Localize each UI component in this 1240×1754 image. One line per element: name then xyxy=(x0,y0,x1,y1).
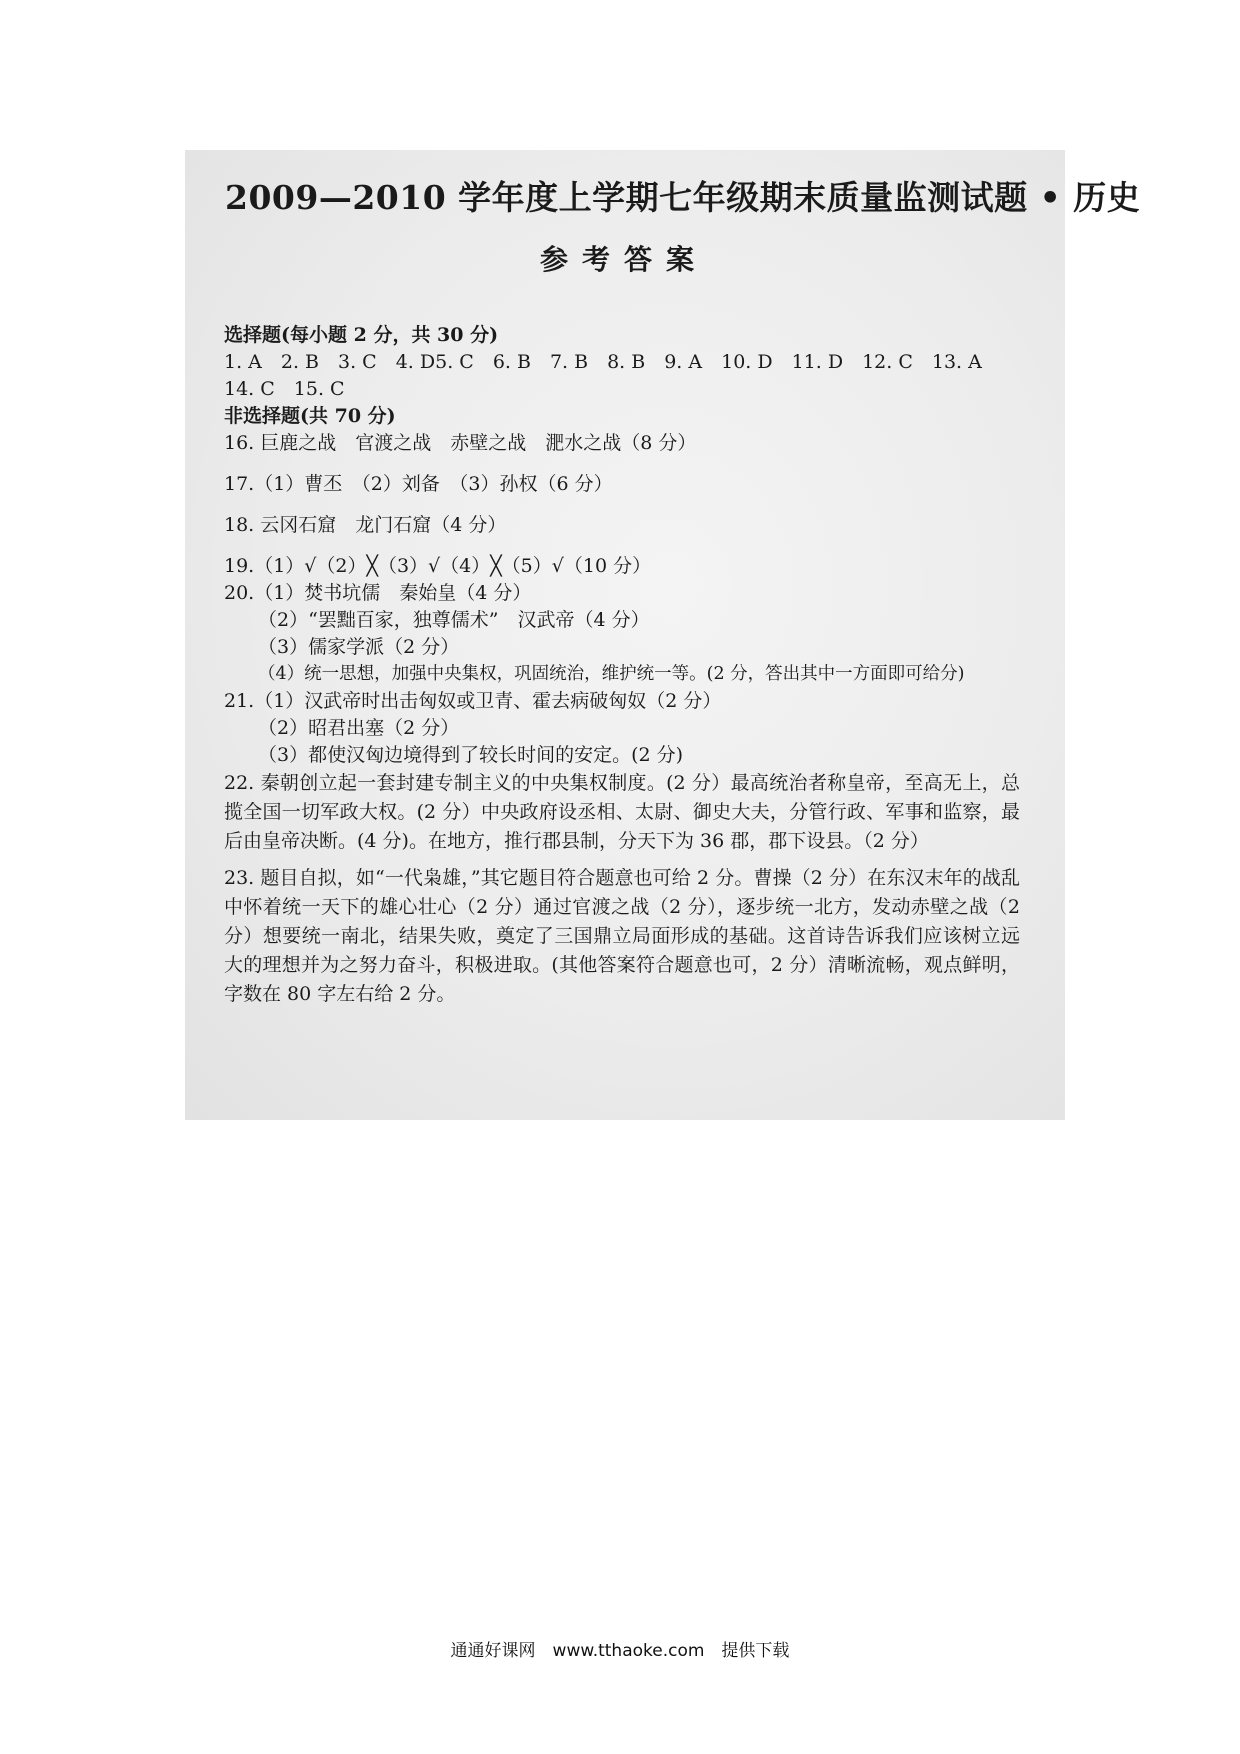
answer-16: 16. 巨鹿之战 官渡之战 赤壁之战 淝水之战（8 分） xyxy=(224,432,697,454)
answer-17: 17.（1）曹丕 （2）刘备 （3）孙权（6 分） xyxy=(224,473,613,495)
answer-21-lead: 21.（1）汉武帝时出击匈奴或卫青、霍去病破匈奴（2 分） xyxy=(224,690,722,712)
answer-20-part-4: （4）统一思想，加强中央集权，巩固统治，维护统一等。(2 分，答出其中一方面即可给分) xyxy=(258,664,965,684)
spacer xyxy=(224,539,1020,553)
choice-answers-line-1: 1. A 2. B 3. C 4. D5. C 6. B 7. B 8. B 9. A 10. D 11. D 12. C 13. A xyxy=(224,351,982,373)
spacer xyxy=(224,498,1020,512)
answer-21-part-3: （3）都使汉匈边境得到了较长时间的安定。(2 分) xyxy=(258,744,684,766)
nonchoice-section-heading: 非选择题(共 70 分) xyxy=(224,405,396,427)
page-footer: 通通好课网 www.tthaoke.com 提供下载 xyxy=(450,1641,790,1661)
answer-18: 18. 云冈石窟 龙门石窟（4 分） xyxy=(224,514,507,536)
choice-section-heading: 选择题(每小题 2 分，共 30 分) xyxy=(224,324,499,346)
answer-22: 22. 秦朝创立起一套封建专制主义的中央集权制度。(2 分）最高统治者称皇帝，至高无上，总揽全国一切军政大权。(2 分）中央政府设丞相、太尉、御史大夫，分管行政、军事和监察，最后由皇帝决断。(4 分)。在地方，推行郡县制，分天下为 36 郡，郡下设县。（2 分） xyxy=(224,772,1020,852)
spacer xyxy=(224,856,1020,864)
answer-20-lead: 20.（1）焚书坑儒 秦始皇（4 分） xyxy=(224,582,532,604)
page-title: 2009—2010 学年度上学期七年级期末质量监测试题 • 历史 xyxy=(225,178,1141,217)
answer-19: 19.（1）√（2）╳（3）√（4）╳（5）√（10 分） xyxy=(224,555,652,577)
answer-20-part-3: （3）儒家学派（2 分） xyxy=(258,636,460,658)
answer-20-part-2: （2）“罢黜百家，独尊儒术” 汉武帝（4 分） xyxy=(258,609,650,631)
answer-content xyxy=(224,322,1020,1009)
spacer xyxy=(224,457,1020,471)
answer-23: 23. 题目自拟，如“一代枭雄，”其它题目符合题意也可给 2 分。曹操（2 分）在东汉末年的战乱中怀着统一天下的雄心壮心（2 分）通过官渡之战（2 分），逐步统一北方，发动赤壁之战（2 分）想要统一南北，结果失败，奠定了三国鼎立局面形成的基础。这首诗告诉我们应该树立远大的理想并为之努力奋斗，积极进取。(其他答案符合题意也可，2 分）清晰流畅，观点鲜明，字数在 80 字左右给 2 分。 xyxy=(224,867,1020,1005)
answer-21-part-2: （2）昭君出塞（2 分） xyxy=(258,717,460,739)
page-subtitle: 参考答案 xyxy=(540,243,709,276)
choice-answers-line-2: 14. C 15. C xyxy=(224,378,345,400)
